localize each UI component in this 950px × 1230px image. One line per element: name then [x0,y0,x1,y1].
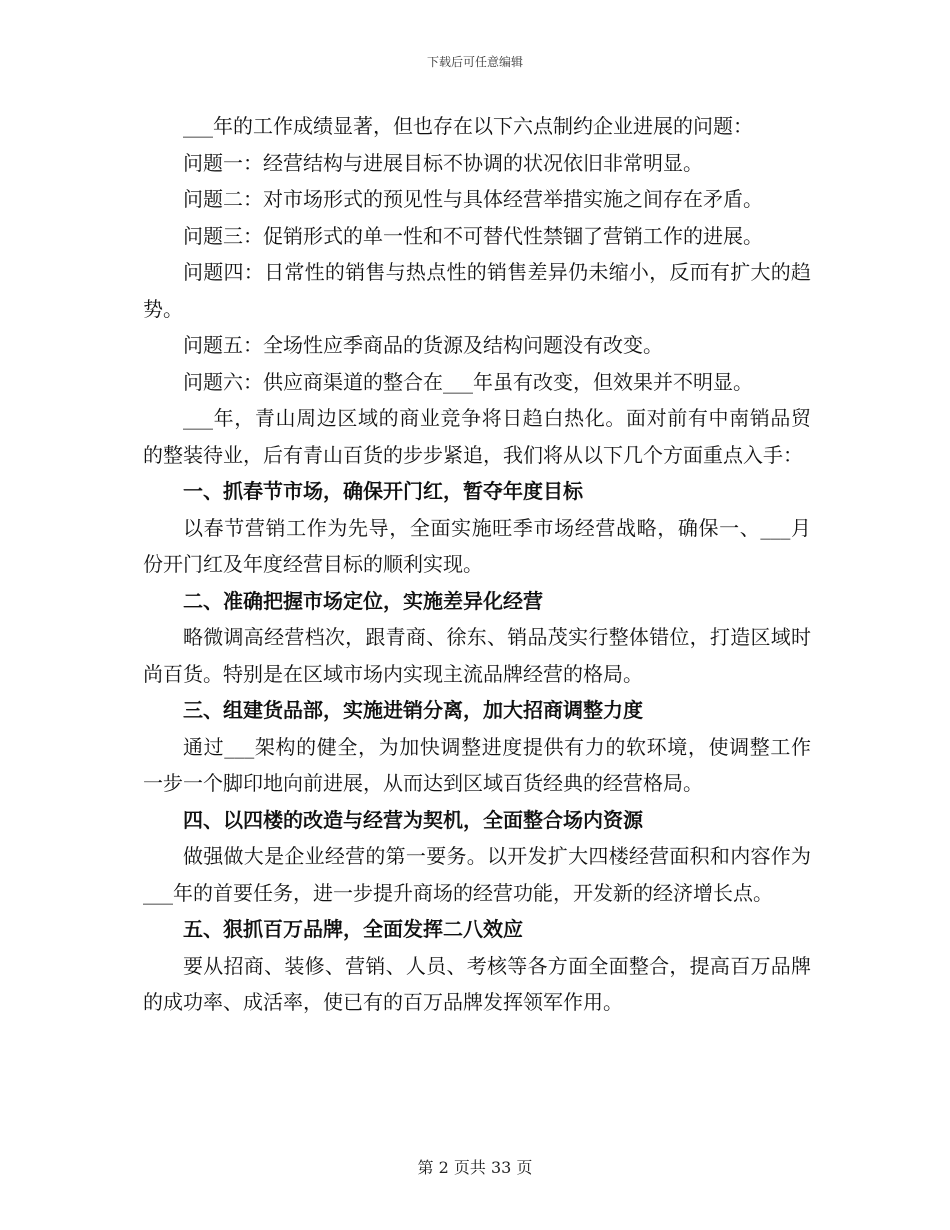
paragraph: 问题二：对市场形式的预见性与具体经营举措实施之间存在矛盾。 [183,187,763,211]
section-heading: 二、准确把握市场定位，实施差异化经营 [183,588,543,613]
paragraph: ___年，青山周边区域的商业竞争将日趋白热化。面对前有中南销品贸的整装待业，后有青山百货的步步紧追，我们将从以下几个方面重点入手： [143,406,811,467]
paragraph: 略微调高经营档次，跟青商、徐东、销品茂实行整体错位，打造区域时尚百货。特别是在区域市场内实现主流品牌经营的格局。 [143,625,811,686]
paragraph: 问题五：全场性应季商品的货源及结构问题没有改变。 [183,333,663,357]
paragraph: ___年的工作成绩显著，但也存在以下六点制约企业进展的问题： [183,114,753,138]
section-heading: 三、组建货品部，实施进销分离，加大招商调整力度 [183,698,643,722]
section-heading: 四、以四楼的改造与经营为契机，全面整合场内资源 [183,807,643,832]
page-number-footer: 第 2 页共 33 页 [417,1158,533,1177]
paragraph: 问题一：经营结构与进展目标不协调的状况依旧非常明显。 [183,150,703,175]
section-heading: 五、狠抓百万品牌，全面发挥二八效应 [183,917,523,941]
paragraph: 做强做大是企业经营的第一要务。以开发扩大四楼经营面积和内容作为___年的首要任务，进一步提升商场的经营功能，开发新的经济增长点。 [143,844,811,905]
paragraph: 通过___架构的健全，为加快调整进度提供有力的软环境，使调整工作一步一个脚印地向前进展，从而达到区域百货经典的经营格局。 [143,734,811,795]
section-heading: 一、抓春节市场，确保开门红，暂夺年度目标 [183,479,583,503]
paragraph: 以春节营销工作为先导，全面实施旺季市场经营战略，确保一、___月份开门红及年度经营目标的顺利实现。 [143,515,811,576]
paragraph: 问题三：促销形式的单一性和不可替代性禁锢了营销工作的进展。 [183,223,763,248]
page-header-note: 下载后可任意编辑 [426,55,523,69]
paragraph: 问题四：日常性的销售与热点性的销售差异仍未缩小，反而有扩大的趋势。 [143,260,811,321]
paragraph: 要从招商、装修、营销、人员、考核等各方面全面整合，提高百万品牌的成功率、成活率，使已有的百万品牌发挥领军作用。 [143,953,811,1014]
document-body [143,108,811,1021]
paragraph: 问题六：供应商渠道的整合在___年虽有改变，但效果并不明显。 [183,369,753,394]
